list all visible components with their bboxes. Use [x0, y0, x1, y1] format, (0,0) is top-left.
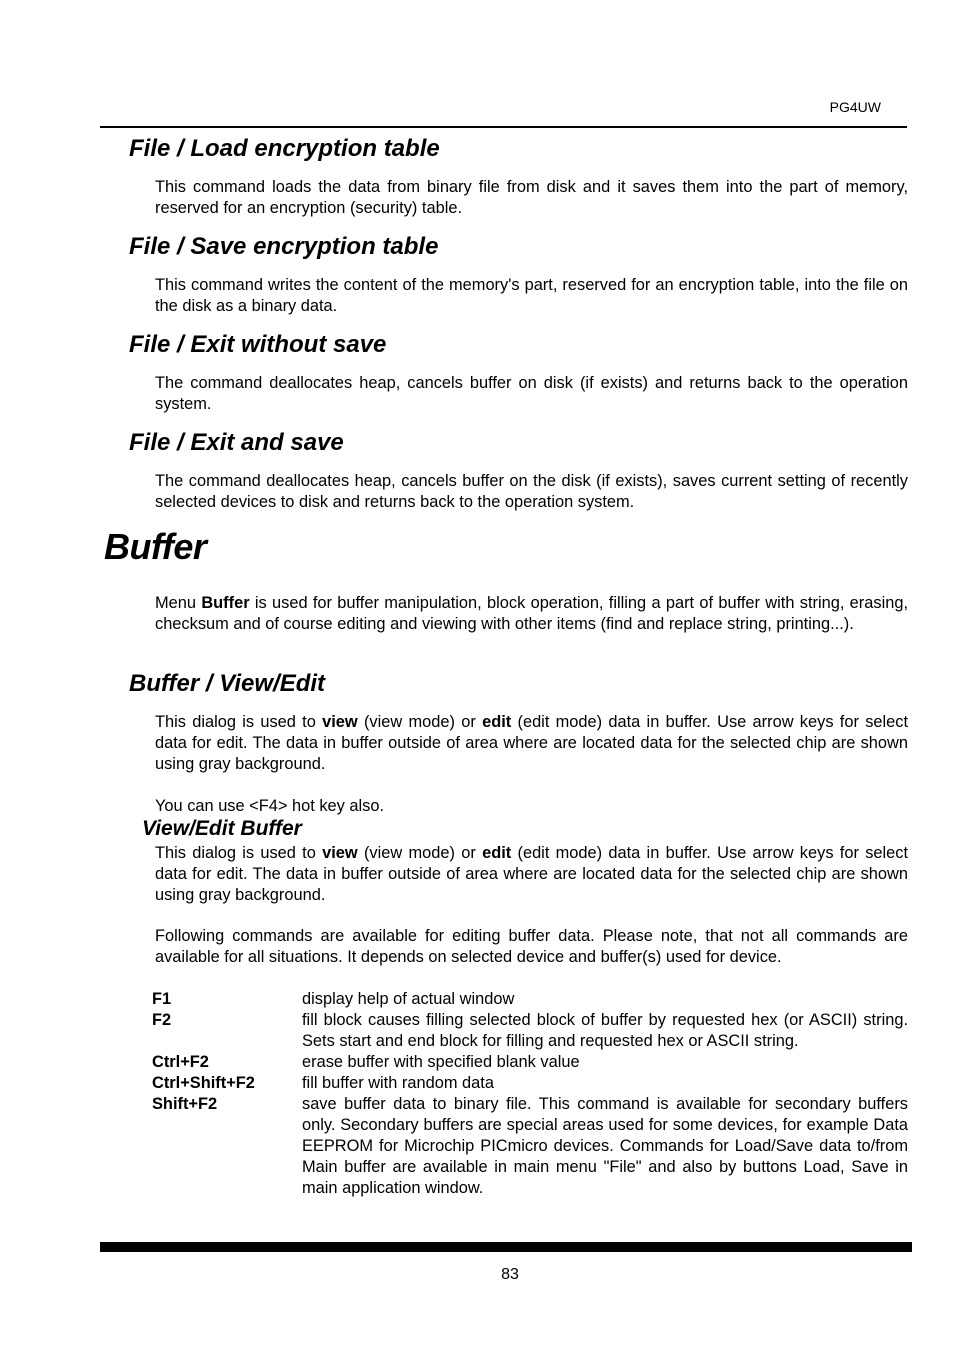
key-label: F1 [152, 990, 172, 1008]
paragraph-commands-note: Following commands are available for editing buffer data. Please note, that not all commands are available for all situations. It depends on selected device and buffer(s) used for device. [155, 927, 908, 966]
key-label: F2 [152, 1011, 172, 1029]
heading-exit-without-save: File / Exit without save [129, 331, 387, 358]
paragraph-buffer-intro: Menu Buffer is used for buffer manipulation, block operation, filling a part of buffer with string, erasing, checksum and of course editing and viewing with other items (find and replace string, printing...). [155, 594, 908, 633]
key-description: save buffer data to binary file. This command is available for secondary buffers only. Secondary buffers are special areas used for some devices, for example Data EEPROM for Microchip PICmicro devices. Commands for Load/Save data to/from Main buffer are available in main menu "File" and also by buttons Load, Save in main application window. [302, 1095, 908, 1197]
heading-exit-and-save: File / Exit and save [129, 429, 344, 456]
page-number: 83 [501, 1266, 519, 1283]
key-label: Ctrl+F2 [152, 1053, 209, 1071]
running-header: PG4UW [829, 99, 881, 115]
subheading-view-edit-buffer: View/Edit Buffer [142, 817, 302, 840]
heading-buffer-view-edit: Buffer / View/Edit [129, 670, 326, 697]
key-row-ctrl-shift-f2 [152, 1073, 908, 1094]
key-description: display help of actual window [302, 990, 515, 1008]
paragraph-exit-without-save: The command deallocates heap, cancels buffer on disk (if exists) and returns back to the operation system. [155, 374, 908, 413]
key-row-f2 [152, 1010, 908, 1052]
paragraph-view-edit-buffer-dialog: This dialog is used to view (view mode) or edit (edit mode) data in buffer. Use arrow keys for select data for edit. The data in buffer outside of area where are located data for the selected chip are shown using gray background. [155, 844, 909, 904]
key-description: fill block causes filling selected block of buffer by requested hex (or ASCII) string. Sets start and end block for filling and requested hex or ASCII string. [302, 1011, 908, 1050]
paragraph-load-encryption-table: This command loads the data from binary file from disk and it saves them into the part of memory, reserved for an encryption (security) table. [155, 178, 908, 217]
footer-rule [100, 1242, 912, 1252]
header-rule [100, 126, 907, 128]
paragraph-view-edit-dialog: This dialog is used to view (view mode) or edit (edit mode) data in buffer. Use arrow keys for select data for edit. The data in buffer outside of area where are located data for the selected chip are shown using gray background. [155, 713, 909, 773]
key-row-ctrl-f2 [152, 1052, 908, 1073]
key-row-f1 [152, 989, 908, 1010]
heading-save-encryption-table: File / Save encryption table [129, 233, 439, 260]
key-description: fill buffer with random data [302, 1074, 494, 1092]
paragraph-exit-and-save: The command deallocates heap, cancels buffer on the disk (if exists), saves current setting of recently selected devices to disk and returns back to the operation system. [155, 472, 908, 511]
heading-load-encryption-table: File / Load encryption table [129, 135, 440, 162]
paragraph-save-encryption-table: This command writes the content of the memory's part, reserved for an encryption table, into the file on the disk as a binary data. [155, 276, 908, 315]
key-label: Ctrl+Shift+F2 [152, 1074, 255, 1092]
key-row-shift-f2 [152, 1094, 908, 1199]
key-label: Shift+F2 [152, 1095, 218, 1113]
paragraph-hotkey-note: You can use <F4> hot key also. [155, 797, 385, 815]
key-command-list [152, 989, 908, 1199]
key-description: erase buffer with specified blank value [302, 1053, 580, 1071]
chapter-title-buffer: Buffer [104, 526, 207, 567]
